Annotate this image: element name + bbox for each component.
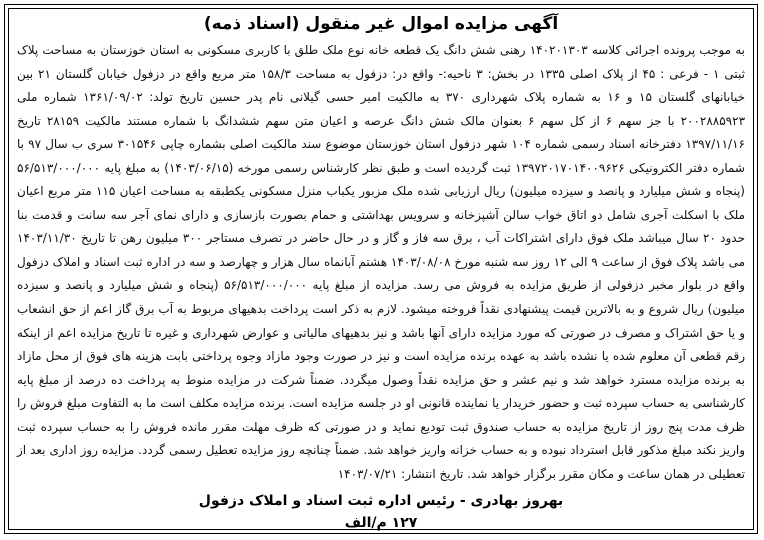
notice-body: به موجب پرونده اجرائی کلاسه ۱۴۰۲۰۱۳۰۳ رهنی شش دانگ یک قطعه خانه نوع ملک طلق با کاربری مسکونی به استان خوزستان به مساحت پلاک ثبتی ۱ - فرعی : ۴۵ از پلاک اصلی ۱۳۳۵ در بخش: ۳ ناحیه:- واقع در: دزفول به مساحت ۱۵۸/۳ متر مربع واقع در دزفول خیابان گلستان ۲۱ بین خیابانهای گلستان ۱۵ و ۱۶ به شماره پلاک شهرداری ۳۷۰ به مالکیت امیر حسی گیلانی نام پدر حسین تاریخ تولد: ۱۳۶۱/۰۹/۰۲ شماره ملی ۲۰۰۲۸۸۵۹۲۳ با جز سهم ۶ از کل سهم ۶ بعنوان مالک شش دانگ عرصه و اعیان متن سهم ششدانگ با شماره مستند مالکیت ۲۸۱۵۹ تاریخ ۱۳۹۷/۱۱/۱۶ دفترخانه اسناد رسمی شماره ۱۰۴ شهر دزفول استان خوزستان موضوع سند مالکیت اصلی بشماره چاپی ۳۰۱۵۴۶ سری ب سال ۹۷ با شماره دفتر الکترونیکی ۱۳۹۷۲۰۱۷۰۱۴۰۰۹۶۲۶ ثبت گردیده است و طبق نظر کارشناس رسمی مورخه (۱۴۰۳/۰۶/۱۵) به مبلغ پایه ۵۶/۵۱۳/۰۰۰/۰۰۰ (پنجاه و شش میلیارد و پانصد و سیزده میلیون) ریال ارزیابی شده ملک مزبور یکباب منزل مسکونی یکطبقه به مساحت اعیان ۱۱۵ متر مربع اعیان ملک با اسکلت آجری شامل دو اتاق خواب سالن آشپزخانه و سرویس بهداشتی و حمام بصورت بازسازی و دارای نمای آجر سه سانت و قدمت بنا حدود ۲۰ سال میباشد ملک فوق دارای اشتراکات آب ، برق سه فاز و گاز و در حال حاضر در تصرف مستاجر ۳۰۰ میلیون رهن تا تاریخ ۱۴۰۳/۱۱/۳۰ می باشد پلاک فوق از ساعت ۹ الی ۱۲ روز سه شنبه مورخ ۱۴۰۳/۰۸/۰۸ هشتم آبانماه سال هزار و چهارصد و سه در اداره ثبت اسناد و املاک دزفول واقع در بلوار مخبر دزفولی از طریق مزایده به فروش می رسد. مزایده از مبلغ پایه ۵۶/۵۱۳/۰۰۰/۰۰۰ (پنجاه و شش میلیارد و پانصد و سیزده میلیون) ریال شروع و به بالاترین قیمت پیشنهادی نقداً فروخته میشود. لازم به ذکر است پرداخت بدهیهای مربوط به آب برق گاز اعم از حق انشعاب و یا حق اشتراک و مصرف در صورتی که مورد مزایده دارای آنها باشد و نیز بدهیهای مالیاتی و عوارض شهرداری و غیره تا تاریخ مزایده اعم از اینکه رقم قطعی آن معلوم شده یا نشده باشد به عهده برنده مزایده است و نیز در صورت وجود مازاد وجوه پرداختی بابت هزینه های فوق از محل مازاد به برنده مزایده مسترد خواهد شد و نیم عشر و حق مزایده نقداً وصول میگردد. ضمناً شرکت در مزایده منوط به پرداخت ده درصد از مبلغ پایه کارشناسی به حساب سپرده ثبت و حضور خریدار یا نماینده قانونی او در جلسه مزایده است. برنده مزایده مکلف است ما به التفاوت مبلغ فروش را ظرف مدت پنج روز از تاریخ مزایده به حساب صندوق ثبت تودیع نماید و در صورتی که ظرف مهلت مقرر مانده فروش را به حساب سپرده ثبت واریز نکند مبلغ مذکور قابل استرداد نبوده و به حساب خزانه واریز خواهد شد. ضمناً چنانچه روز مزایده تعطیل رسمی گردد. مزایده روز اداری بعد از تعطیلی در همان ساعت و مکان مقرر برگزار خواهد شد. تاریخ انتشار: ۱۴۰۳/۰۷/۲۱ — [17, 43, 746, 481]
notice-title: آگهی مزایده اموال غیر منقول (اسناد ذمه) — [203, 14, 559, 34]
notice-frame — [4, 4, 758, 534]
notice-signature: بهروز بهادری - رئیس اداره ثبت اسناد و املاک دزفول — [198, 493, 564, 509]
notice-reference: ۱۲۷ م/الف — [344, 515, 418, 531]
notice-inner-frame — [8, 8, 754, 530]
